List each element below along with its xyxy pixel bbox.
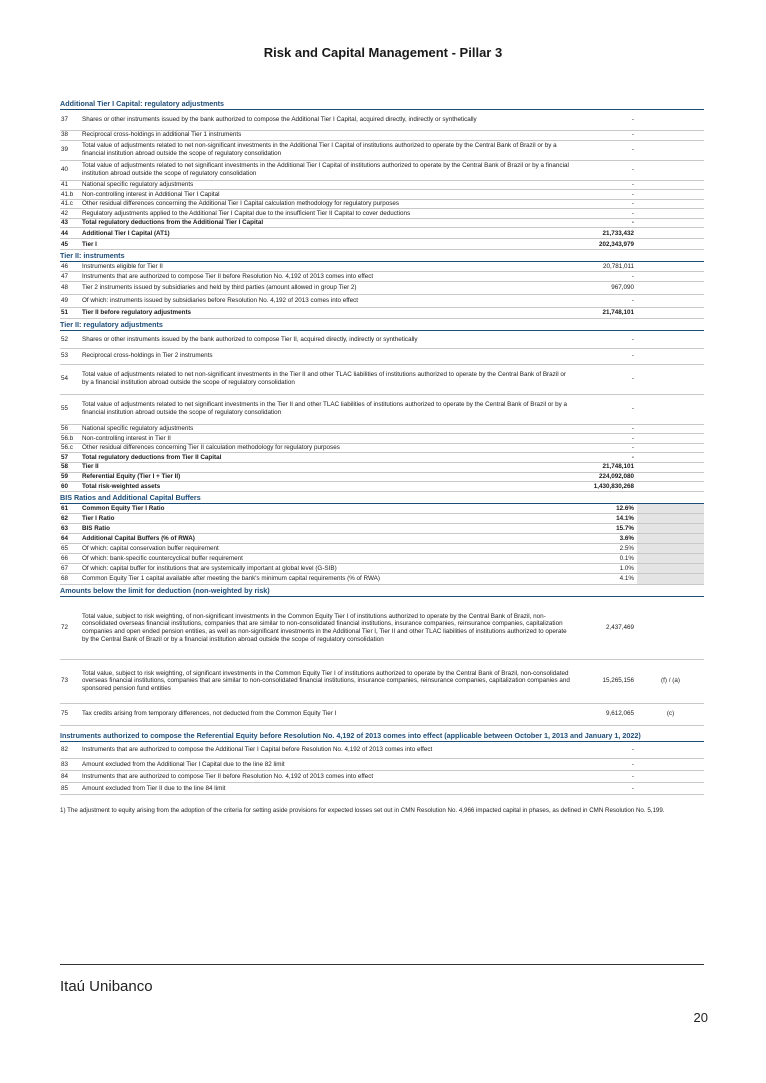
row-number: 64 xyxy=(60,534,80,544)
row-value: 4.1% xyxy=(572,574,637,585)
row-reference xyxy=(637,199,704,209)
row-value: 1.0% xyxy=(572,564,637,574)
row-number: 62 xyxy=(60,514,80,524)
row-reference xyxy=(637,504,704,514)
table-row xyxy=(60,783,704,795)
row-reference xyxy=(637,554,704,564)
row-reference xyxy=(637,228,704,239)
table-row xyxy=(60,308,704,319)
table-row xyxy=(60,504,704,514)
row-number: 55 xyxy=(60,394,80,424)
row-description: Non-controlling interest in Tier II xyxy=(80,434,572,444)
row-number: 45 xyxy=(60,239,80,250)
section-table xyxy=(60,262,704,319)
row-number: 67 xyxy=(60,564,80,574)
row-number: 47 xyxy=(60,272,80,282)
table-row xyxy=(60,364,704,394)
row-value: - xyxy=(572,783,637,795)
row-reference xyxy=(637,348,704,364)
row-description: Total regulatory deductions from the Additional Tier I Capital xyxy=(80,218,572,228)
row-value: - xyxy=(572,160,637,180)
section-heading: Tier II: instruments xyxy=(60,251,704,262)
row-description: Amount excluded from Tier II due to the line 84 limit xyxy=(80,783,572,795)
row-value: - xyxy=(572,209,637,219)
row-reference: (c) xyxy=(637,703,704,725)
row-reference xyxy=(637,742,704,759)
row-description: Tier I xyxy=(80,239,572,250)
row-description: Referential Equity (Tier I + Tier II) xyxy=(80,472,572,482)
row-reference xyxy=(637,218,704,228)
row-description: Tier I Ratio xyxy=(80,514,572,524)
section-table xyxy=(60,331,704,492)
table-row xyxy=(60,199,704,209)
row-reference xyxy=(637,534,704,544)
section-table xyxy=(60,504,704,586)
row-reference xyxy=(637,190,704,200)
row-reference: (f) / (a) xyxy=(637,659,704,703)
row-description: Total value of adjustments related to net non-significant investments in the Additional Tier I Capital of institutions authorized to operate by the Central Bank of Brazil or by a financial institution abroad outside the scope of regulatory consolidation xyxy=(80,140,572,160)
row-value: - xyxy=(572,272,637,282)
table-row xyxy=(60,544,704,554)
table-row xyxy=(60,130,704,140)
row-reference xyxy=(637,564,704,574)
table-row xyxy=(60,771,704,783)
row-value: - xyxy=(572,331,637,348)
table-row xyxy=(60,564,704,574)
row-value: 2,437,469 xyxy=(572,597,637,659)
row-reference xyxy=(637,574,704,585)
row-reference xyxy=(637,308,704,319)
row-description: National specific regulatory adjustments xyxy=(80,424,572,434)
row-value: - xyxy=(572,348,637,364)
row-value: - xyxy=(572,190,637,200)
row-description: Total value, subject to risk weighting, of significant investments in the Common Equity Tier I of institutions authorized to operate by the Central Bank of Brazil, non-consolidated overseas financial institutions, companies that are similar to non-consolidated financial institutions, insurance companies, reinsurance companies, capitalization companies and sponsored pension fund entities xyxy=(80,659,572,703)
row-value: - xyxy=(572,199,637,209)
row-reference xyxy=(637,180,704,190)
row-number: 46 xyxy=(60,262,80,271)
row-description: Reciprocal cross-holdings in Tier 2 instruments xyxy=(80,348,572,364)
row-description: Total regulatory deductions from Tier II Capital xyxy=(80,453,572,463)
row-reference xyxy=(637,759,704,771)
row-value: 202,343,979 xyxy=(572,239,637,250)
row-description: Regulatory adjustments applied to the Additional Tier I Capital due to the insufficient Tier II Capital to cover deductions xyxy=(80,209,572,219)
table-row xyxy=(60,659,704,703)
row-value: 15,265,156 xyxy=(572,659,637,703)
table-row xyxy=(60,742,704,759)
table-row xyxy=(60,110,704,130)
row-number: 68 xyxy=(60,574,80,585)
row-description: Other residual differences concerning the Additional Tier I Capital calculation methodology for regulatory purposes xyxy=(80,199,572,209)
table-row xyxy=(60,282,704,295)
row-description: Total value of adjustments related to net significant investments in the Tier II and other TLAC liabilities of institutions authorized to operate by the Central Bank of Brazil or by a financial institution abroad outside the scope of regulatory consolidation xyxy=(80,394,572,424)
row-reference xyxy=(637,424,704,434)
table-row xyxy=(60,472,704,482)
row-value: - xyxy=(572,218,637,228)
table-row xyxy=(60,331,704,348)
row-number: 53 xyxy=(60,348,80,364)
table-row xyxy=(60,514,704,524)
row-reference xyxy=(637,140,704,160)
row-number: 63 xyxy=(60,524,80,534)
row-description: Total value of adjustments related to net significant investments in the Additional Tier I Capital of institutions authorized to operate by the Central Bank of Brazil or by a financial institution abroad outside the scope of regulatory consolidation xyxy=(80,160,572,180)
row-description: National specific regulatory adjustments xyxy=(80,180,572,190)
table-row xyxy=(60,434,704,444)
row-reference xyxy=(637,434,704,444)
table-row xyxy=(60,262,704,271)
row-reference xyxy=(637,771,704,783)
table-row xyxy=(60,295,704,308)
page-number: 20 xyxy=(693,1010,708,1025)
row-number: 59 xyxy=(60,472,80,482)
row-number: 56 xyxy=(60,424,80,434)
row-number: 82 xyxy=(60,742,80,759)
row-reference xyxy=(637,272,704,282)
row-value: 9,612,065 xyxy=(572,703,637,725)
row-reference xyxy=(637,524,704,534)
section-heading: Instruments authorized to compose the Referential Equity before Resolution No. 4,192 of 2013 comes into effect (applicable between October 1, 2013 and January 1, 2022) xyxy=(60,729,704,742)
page-title: Risk and Capital Management - Pillar 3 xyxy=(263,45,503,60)
row-reference xyxy=(637,130,704,140)
row-description: Reciprocal cross-holdings in additional Tier 1 instruments xyxy=(80,130,572,140)
table-row xyxy=(60,462,704,472)
footer-brand: Itaú Unibanco xyxy=(60,978,153,995)
table-row xyxy=(60,140,704,160)
row-description: Of which: capital buffer for institutions that are systemically important at global level (G-SIB) xyxy=(80,564,572,574)
row-number: 52 xyxy=(60,331,80,348)
row-reference xyxy=(637,364,704,394)
row-number: 39 xyxy=(60,140,80,160)
row-value: 21,733,432 xyxy=(572,228,637,239)
row-reference xyxy=(637,783,704,795)
section-heading: Additional Tier I Capital: regulatory adjustments xyxy=(60,99,704,110)
table-row xyxy=(60,534,704,544)
table-row xyxy=(60,209,704,219)
row-value: 21,748,101 xyxy=(572,308,637,319)
row-reference xyxy=(637,482,704,492)
row-reference xyxy=(637,110,704,130)
row-value: - xyxy=(572,180,637,190)
row-number: 75 xyxy=(60,703,80,725)
row-description: Shares or other instruments issued by the bank authorized to compose the Additional Tier I Capital, acquired directly, indirectly or synthetically xyxy=(80,110,572,130)
row-description: Other residual differences concerning Tier II calculation methodology for regulatory purposes xyxy=(80,443,572,453)
row-number: 58 xyxy=(60,462,80,472)
row-value: - xyxy=(572,130,637,140)
footer-divider xyxy=(60,964,704,965)
row-description: Of which: bank-specific countercyclical buffer requirement xyxy=(80,554,572,564)
table-row xyxy=(60,759,704,771)
table-row xyxy=(60,180,704,190)
row-description: Instruments that are authorized to compose Tier II before Resolution No. 4,192 of 2013 comes into effect xyxy=(80,272,572,282)
row-value: - xyxy=(572,434,637,444)
row-description: Tax credits arising from temporary differences, not deducted from the Common Equity Tier I xyxy=(80,703,572,725)
row-description: Tier II xyxy=(80,462,572,472)
row-number: 41.c xyxy=(60,199,80,209)
table-row xyxy=(60,524,704,534)
row-value: - xyxy=(572,443,637,453)
footnote: 1) The adjustment to equity arising from the adoption of the criteria for setting aside provisions for expected losses set out in CMN Resolution No. 4,966 impacted capital in phases, as defined in CMN Resolution No. 5,199. xyxy=(60,807,665,815)
row-value: 15.7% xyxy=(572,524,637,534)
row-number: 72 xyxy=(60,597,80,659)
table-row xyxy=(60,160,704,180)
row-value: 14.1% xyxy=(572,514,637,524)
row-value: 12.6% xyxy=(572,504,637,514)
row-reference xyxy=(637,262,704,271)
row-reference xyxy=(637,295,704,308)
table-row xyxy=(60,703,704,725)
section-heading: Amounts below the limit for deduction (non-weighted by risk) xyxy=(60,586,704,597)
row-reference xyxy=(637,472,704,482)
row-number: 48 xyxy=(60,282,80,295)
table-row xyxy=(60,239,704,250)
row-reference xyxy=(637,239,704,250)
row-number: 66 xyxy=(60,554,80,564)
row-description: Additional Tier I Capital (AT1) xyxy=(80,228,572,239)
row-description: Amount excluded from the Additional Tier I Capital due to the line 82 limit xyxy=(80,759,572,771)
row-value: - xyxy=(572,771,637,783)
table-row xyxy=(60,597,704,659)
row-value: 2.5% xyxy=(572,544,637,554)
row-description: Of which: capital conservation buffer requirement xyxy=(80,544,572,554)
row-number: 57 xyxy=(60,453,80,463)
table-row xyxy=(60,554,704,564)
row-number: 41.b xyxy=(60,190,80,200)
row-description: Tier II before regulatory adjustments xyxy=(80,308,572,319)
row-description: Instruments eligible for Tier II xyxy=(80,262,572,271)
row-description: Additional Capital Buffers (% of RWA) xyxy=(80,534,572,544)
table-row xyxy=(60,218,704,228)
row-description: Common Equity Tier 1 capital available after meeting the bank's minimum capital requirements (% of RWA) xyxy=(80,574,572,585)
row-number: 56.c xyxy=(60,443,80,453)
row-number: 54 xyxy=(60,364,80,394)
row-number: 44 xyxy=(60,228,80,239)
row-value: - xyxy=(572,295,637,308)
section-table xyxy=(60,110,704,250)
row-number: 37 xyxy=(60,110,80,130)
row-reference xyxy=(637,544,704,554)
row-number: 43 xyxy=(60,218,80,228)
row-value: 3.6% xyxy=(572,534,637,544)
row-number: 42 xyxy=(60,209,80,219)
row-value: - xyxy=(572,759,637,771)
section-table xyxy=(60,597,704,726)
row-description: BIS Ratio xyxy=(80,524,572,534)
row-number: 83 xyxy=(60,759,80,771)
row-description: Of which: instruments issued by subsidiaries before Resolution No. 4,192 of 2013 comes into effect xyxy=(80,295,572,308)
row-reference xyxy=(637,209,704,219)
table-row xyxy=(60,482,704,492)
row-reference xyxy=(637,160,704,180)
row-description: Total value of adjustments related to net non-significant investments in the Tier II and other TLAC liabilities of institutions authorized to operate by the Central Bank of Brazil or by a financial institution abroad outside the scope of regulatory consolidation xyxy=(80,364,572,394)
section-heading: Tier II: regulatory adjustments xyxy=(60,320,704,331)
row-description: Instruments that are authorized to compose Tier II before Resolution No. 4,192 of 2013 comes into effect xyxy=(80,771,572,783)
row-number: 56.b xyxy=(60,434,80,444)
table-row xyxy=(60,453,704,463)
table-row xyxy=(60,190,704,200)
row-reference xyxy=(637,331,704,348)
row-value: 20,781,011 xyxy=(572,262,637,271)
table-row xyxy=(60,443,704,453)
row-value: - xyxy=(572,394,637,424)
table-row xyxy=(60,424,704,434)
row-reference xyxy=(637,394,704,424)
row-reference xyxy=(637,597,704,659)
row-number: 38 xyxy=(60,130,80,140)
row-number: 60 xyxy=(60,482,80,492)
row-value: - xyxy=(572,364,637,394)
section-table xyxy=(60,742,704,796)
row-reference xyxy=(637,462,704,472)
row-description: Common Equity Tier I Ratio xyxy=(80,504,572,514)
row-value: - xyxy=(572,742,637,759)
row-number: 40 xyxy=(60,160,80,180)
section-heading: BIS Ratios and Additional Capital Buffers xyxy=(60,493,704,504)
row-reference xyxy=(637,443,704,453)
table-row xyxy=(60,574,704,585)
row-value: 224,092,080 xyxy=(572,472,637,482)
row-number: 84 xyxy=(60,771,80,783)
capital-table-container xyxy=(60,99,704,815)
row-number: 49 xyxy=(60,295,80,308)
row-reference xyxy=(637,514,704,524)
row-description: Shares or other instruments issued by the bank authorized to compose Tier II, acquired directly, indirectly or synthetically xyxy=(80,331,572,348)
row-description: Total value, subject to risk weighting, of non-significant investments in the Common Equity Tier I of institutions authorized to operate by the Central Bank of Brazil, non-consolidated overseas financial institutions, companies that are similar to non-consolidated financial institutions, insurance companies, reinsurance companies, capitalization companies and open ended pension entities, as well as non-significant investments in the Additional Tier I, Tier II and other TLAC liabilities of institutions authorized to operate by the Central Bank of Brazil or by a financial institution abroad outside the scope of regulatory consolidation xyxy=(80,597,572,659)
row-description: Instruments that are authorized to compose the Additional Tier I Capital before Resolution No. 4,192 of 2013 comes into effect xyxy=(80,742,572,759)
table-row xyxy=(60,394,704,424)
row-value: 967,090 xyxy=(572,282,637,295)
row-number: 65 xyxy=(60,544,80,554)
row-value: - xyxy=(572,424,637,434)
row-number: 51 xyxy=(60,308,80,319)
row-number: 85 xyxy=(60,783,80,795)
row-description: Tier 2 instruments issued by subsidiaries and held by third parties (amount allowed in group Tier 2) xyxy=(80,282,572,295)
row-reference xyxy=(637,282,704,295)
row-value: - xyxy=(572,140,637,160)
table-row xyxy=(60,348,704,364)
table-row xyxy=(60,272,704,282)
row-value: - xyxy=(572,110,637,130)
row-description: Non-controlling interest in Additional Tier I Capital xyxy=(80,190,572,200)
row-description: Total risk-weighted assets xyxy=(80,482,572,492)
row-number: 61 xyxy=(60,504,80,514)
row-value: - xyxy=(572,453,637,463)
row-value: 0.1% xyxy=(572,554,637,564)
row-number: 41 xyxy=(60,180,80,190)
table-row xyxy=(60,228,704,239)
row-reference xyxy=(637,453,704,463)
row-value: 1,430,830,268 xyxy=(572,482,637,492)
row-value: 21,748,101 xyxy=(572,462,637,472)
row-number: 73 xyxy=(60,659,80,703)
